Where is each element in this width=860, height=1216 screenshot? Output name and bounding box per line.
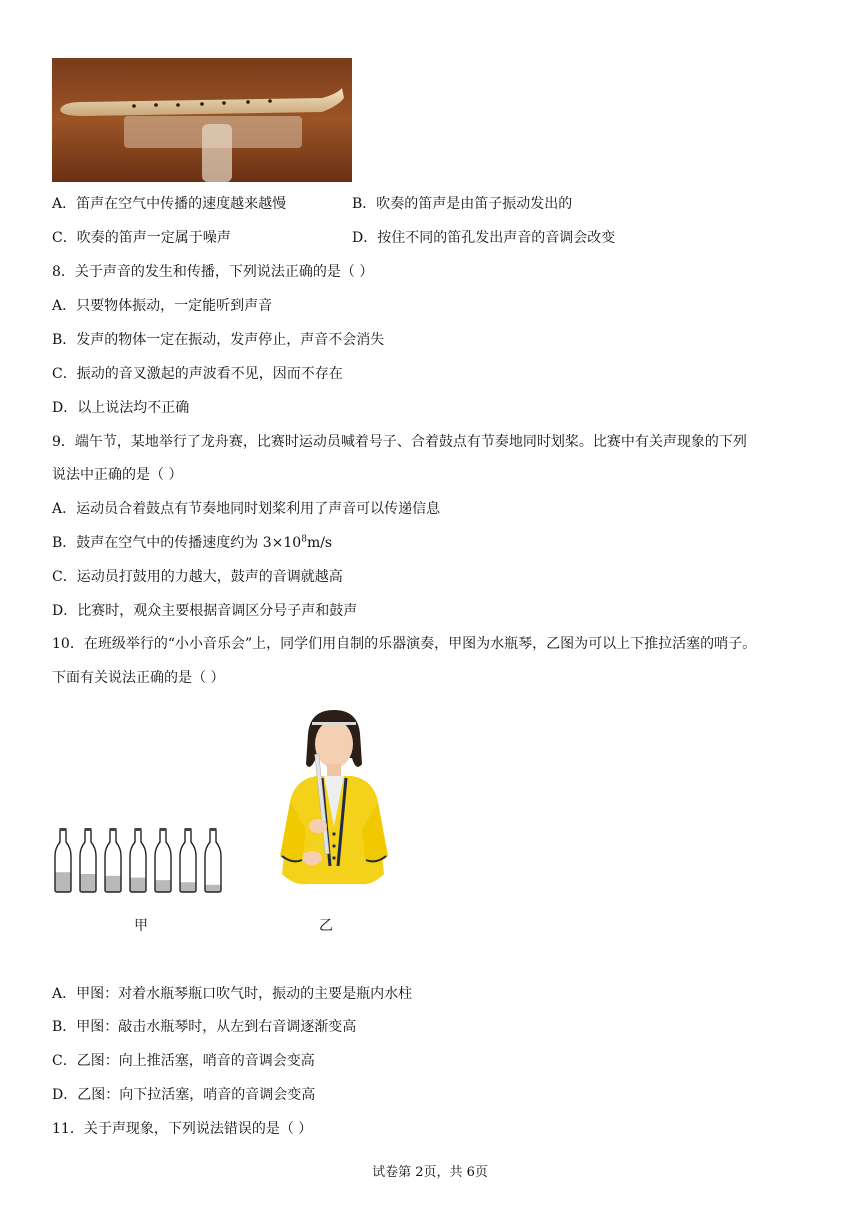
bottle-5 — [155, 828, 171, 892]
figure-label-jia: 甲 — [134, 918, 148, 934]
q9-stem-line2: 说法中正确的是（ ） — [52, 467, 183, 483]
bottle-neck-2 — [85, 828, 92, 831]
q7-option-c[interactable]: C．吹奏的笛声一定属于噪声 — [52, 230, 231, 246]
q7-option-b[interactable]: B．吹奏的笛声是由笛子振动发出的 — [352, 196, 573, 212]
bottle-water-5 — [155, 880, 171, 892]
q7-option-d[interactable]: D．按住不同的笛孔发出声音的音调会改变 — [352, 230, 616, 246]
q9-option-b-exponent: 8 — [301, 534, 307, 545]
q9-option-b-prefix: B．鼓声在空气中的传播速度约为 3×10 — [52, 535, 302, 551]
q9-option-a[interactable]: A．运动员合着鼓点有节奏地同时划桨利用了声音可以传递信息 — [52, 501, 441, 517]
q10-option-c[interactable]: C．乙图：向上推活塞，哨音的音调会变高 — [52, 1053, 315, 1069]
bottle-water-4 — [130, 878, 146, 892]
girl-whistle-figure — [272, 706, 396, 898]
bottle-water-7 — [205, 885, 221, 892]
bottle-neck-3 — [110, 828, 117, 831]
q10-option-d[interactable]: D．乙图：向下拉活塞，哨音的音调会变高 — [52, 1087, 316, 1103]
q8-option-c[interactable]: C．振动的音叉激起的声波看不见，因而不存在 — [52, 366, 343, 382]
q10-option-a[interactable]: A．甲图：对着水瓶琴瓶口吹气时，振动的主要是瓶内水柱 — [52, 986, 413, 1002]
bottle-neck-4 — [135, 828, 142, 831]
q10-stem-line2: 下面有关说法正确的是（ ） — [52, 670, 225, 686]
bottle-neck-7 — [210, 828, 217, 831]
q8-option-a[interactable]: A．只要物体振动，一定能听到声音 — [52, 298, 273, 314]
figure-label-yi: 乙 — [319, 918, 333, 934]
q11-stem: 11．关于声现象，下列说法错误的是（ ） — [52, 1121, 313, 1137]
bottle-2 — [80, 828, 96, 892]
q9-stem-line1: 9．端午节，某地举行了龙舟赛，比赛时运动员喊着号子、合着鼓点有节奏地同时划桨。比赛中有关声现象的下列 — [52, 434, 747, 450]
q8-option-d[interactable]: D．以上说法均不正确 — [52, 400, 190, 416]
bottle-neck-6 — [185, 828, 192, 831]
page-footer: 试卷第 2页，共 6页 — [372, 1165, 488, 1180]
bottle-water-1 — [55, 872, 71, 892]
bottle-1 — [55, 828, 71, 892]
q8-option-b[interactable]: B．发声的物体一定在振动，发声停止，声音不会消失 — [52, 332, 385, 348]
q10-option-b[interactable]: B．甲图：敲击水瓶琴时，从左到右音调逐渐变高 — [52, 1019, 357, 1035]
bottle-3 — [105, 828, 121, 892]
bottle-6 — [180, 828, 196, 892]
bottle-water-2 — [80, 874, 96, 892]
q7-option-a[interactable]: A．笛声在空气中传播的速度越来越慢 — [52, 196, 287, 212]
bottle-outline-7 — [205, 830, 221, 892]
water-bottle-xylophone-figure — [52, 826, 224, 894]
q8-stem: 8．关于声音的发生和传播，下列说法正确的是（ ） — [52, 264, 374, 280]
bottle-neck-1 — [60, 828, 67, 831]
flute-photo — [52, 58, 352, 182]
q9-option-b[interactable] — [52, 533, 332, 553]
q9-option-b-unit: m/s — [306, 535, 333, 551]
bottle-4 — [130, 828, 146, 892]
q9-option-d[interactable]: D．比赛时，观众主要根据音调区分号子声和鼓声 — [52, 603, 358, 619]
bottle-neck-5 — [160, 828, 167, 831]
bottle-7 — [205, 828, 221, 892]
q9-option-c[interactable]: C．运动员打鼓用的力越大，鼓声的音调就越高 — [52, 569, 343, 585]
bottle-water-6 — [180, 882, 196, 892]
q10-stem-line1: 10．在班级举行的“小小音乐会”上，同学们用自制的乐器演奏，甲图为水瓶琴，乙图为可以上下推拉活塞的哨子。 — [52, 636, 757, 652]
bottle-water-3 — [105, 876, 121, 892]
